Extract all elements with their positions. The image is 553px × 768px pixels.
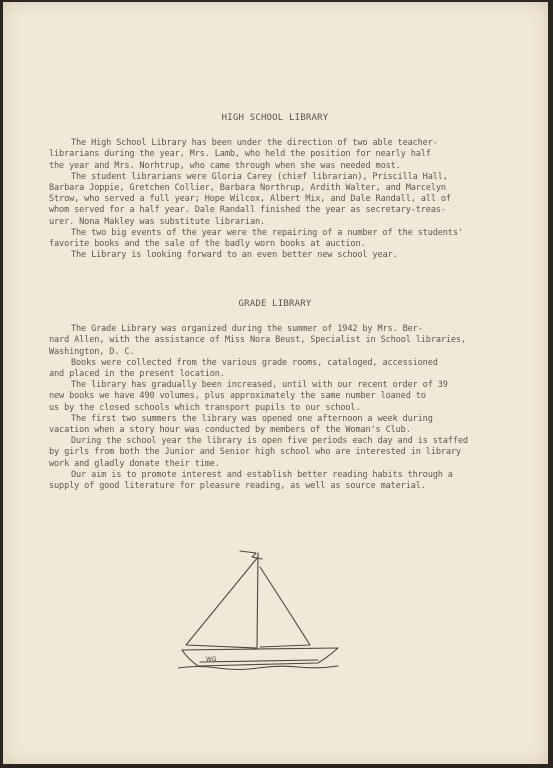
paragraph: The High School Library has been under the direction of two able teacher- librarians during the year, Mrs. Lamb, who held the position for nearly half the year and Mrs. Norhtrup, who came through when she was needed most. <box>49 138 438 171</box>
paragraph: The student librarians were Gloria Carey (chief librarian), Priscilla Hall, Barbara Joppie, Gretchen Collier, Barbara Northrup, Ardith Walter, and Marcelyn Strow, who served a full year; Hope Wilcox, Albert Mix, and Dale Randall, all of whom served for a half year. Dale Randall finished the year as secretary-treas- urer. Nona Makley was substitute librarian. <box>49 171 451 227</box>
page <box>3 2 548 764</box>
hull-lettering: WG <box>206 656 217 663</box>
paragraph: The Grade Library was organized during the summer of 1942 by Mrs. Ber- nard Allen, with the assistance of Miss Nora Beust, Specialist in School libraries, Washington, D. C. <box>49 324 466 357</box>
grade-library-section <box>49 299 501 492</box>
section-heading: HIGH SCHOOL LIBRARY <box>221 113 329 123</box>
paragraph: Our aim is to promote interest and establish better reading habits through a supply of good literature for pleasure reading, as well as source material. <box>49 469 453 492</box>
sailboat-sketch-icon <box>178 545 348 675</box>
high-school-library-section <box>49 113 501 261</box>
paragraph: During the school year the library is open five periods each day and is staffed by girls from both the Junior and Senior high school who are interested in library work and gladly donate their time. <box>49 436 468 469</box>
paragraph: The Library is looking forward to an even better new school year. <box>71 250 398 261</box>
paragraph: The two big events of the year were the repairing of a number of the students' favorite books and the sale of the badly worn books at auction. <box>49 227 463 250</box>
paragraph: The first two summers the library was opened one afternoon a week during vacation when a story hour was conducted by members of the Woman's Club. <box>49 413 433 436</box>
paragraph: Books were collected from the various grade rooms, cataloged, accessioned and placed in the present location. <box>49 357 438 380</box>
section-heading: GRADE LIBRARY <box>238 299 312 309</box>
paragraph: The library has gradually been increased, until with our recent order of 39 new books we have 490 volumes, plus approximately the same number loaned to us by the closed schools which transport pupils to our school. <box>49 380 448 413</box>
